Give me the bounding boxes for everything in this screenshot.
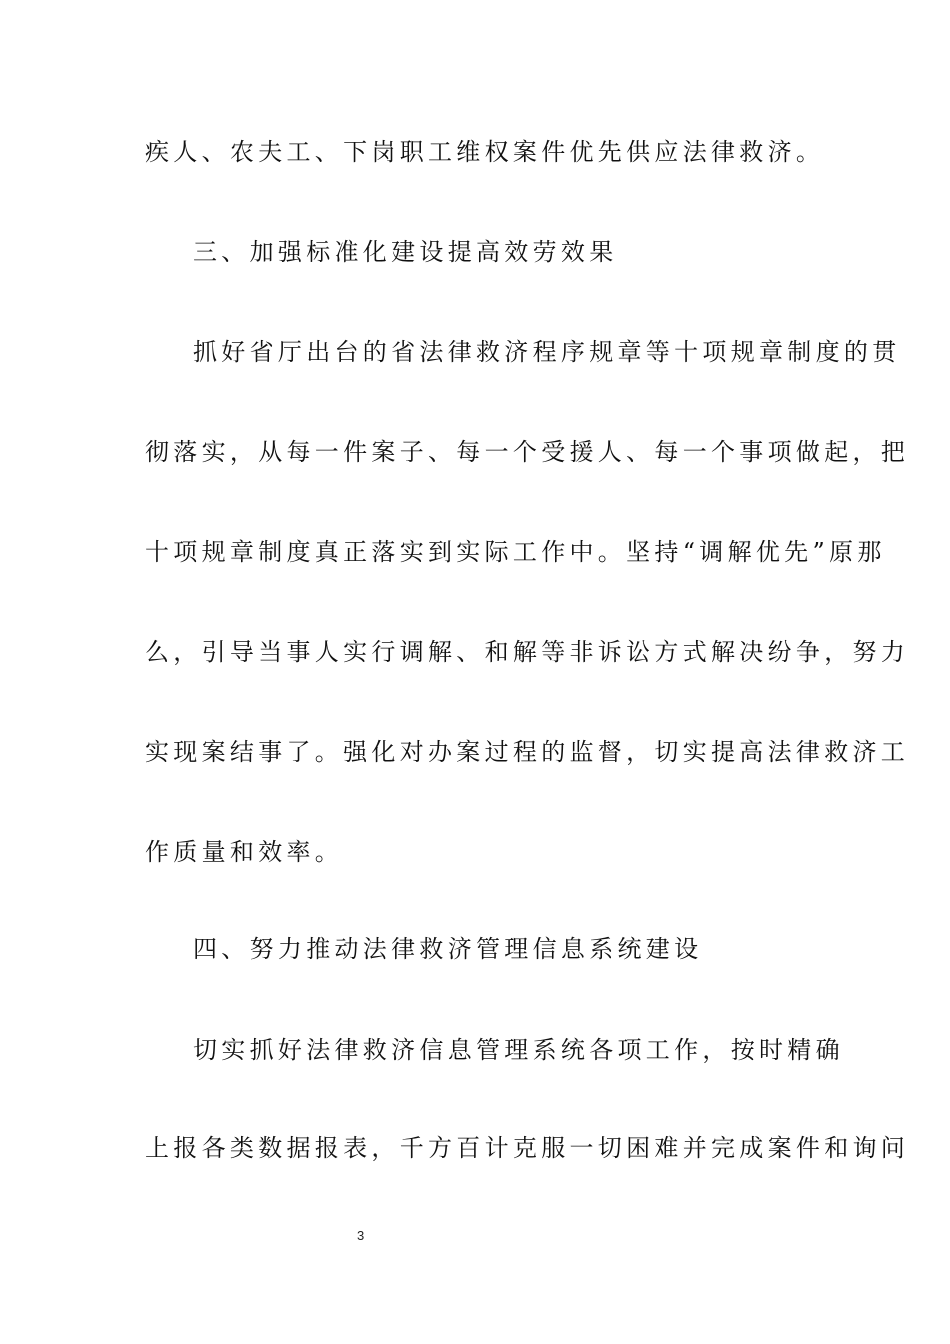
body-line-8: 作质量和效率。 [145,838,344,866]
body-line-11: 上报各类数据报表，千方百计克服一切困难并完成案件和询问 [145,1134,910,1162]
section-heading-4: 四、努力推动法律救济管理信息系统建设 [193,935,703,963]
section-heading-3: 三、加强标准化建设提高效劳效果 [193,238,618,266]
body-line-5: 十项规章制度真正落实到实际工作中。坚持“调解优先”原那 [145,538,886,566]
body-line-3: 抓好省厅出台的省法律救济程序规章等十项规章制度的贯 [193,338,901,366]
body-line-7: 实现案结事了。强化对办案过程的监督，切实提高法律救济工 [145,738,910,766]
body-line-10: 切实抓好法律救济信息管理系统各项工作，按时精确 [193,1036,844,1064]
page-number: 3 [357,1228,365,1243]
body-line-4: 彻落实，从每一件案子、每一个受援人、每一个事项做起，把 [145,438,910,466]
body-line-6: 么，引导当事人实行调解、和解等非诉讼方式解决纷争，努力 [145,638,910,666]
body-line-1: 疾人、农夫工、下岗职工维权案件优先供应法律救济。 [145,138,825,166]
